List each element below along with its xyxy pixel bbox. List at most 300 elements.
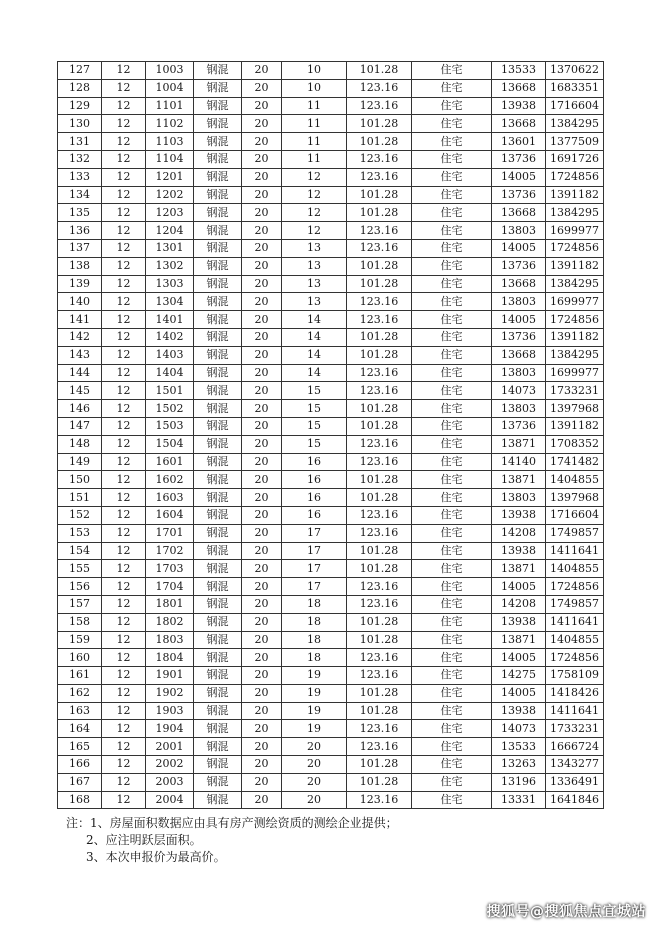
table-row xyxy=(58,702,604,720)
cell-structure: 钢混 xyxy=(194,471,242,489)
cell-room: 1304 xyxy=(146,293,194,311)
table-body xyxy=(58,62,604,809)
cell-seq: 127 xyxy=(58,62,102,80)
cell-floor: 20 xyxy=(282,738,347,756)
cell-area: 101.28 xyxy=(347,684,412,702)
cell-floors: 20 xyxy=(242,453,282,471)
cell-floors: 20 xyxy=(242,257,282,275)
cell-total-price: 1749857 xyxy=(546,524,604,542)
cell-seq: 148 xyxy=(58,435,102,453)
cell-room: 2003 xyxy=(146,773,194,791)
cell-floors: 20 xyxy=(242,382,282,400)
cell-total-price: 1411641 xyxy=(546,542,604,560)
cell-structure: 钢混 xyxy=(194,417,242,435)
cell-room: 1102 xyxy=(146,115,194,133)
cell-unit-price: 13533 xyxy=(492,738,546,756)
cell-seq: 131 xyxy=(58,133,102,151)
cell-building: 12 xyxy=(102,293,146,311)
table-row xyxy=(58,115,604,133)
cell-floors: 20 xyxy=(242,239,282,257)
cell-area: 123.16 xyxy=(347,364,412,382)
cell-structure: 钢混 xyxy=(194,435,242,453)
cell-floor: 14 xyxy=(282,328,347,346)
cell-building: 12 xyxy=(102,524,146,542)
cell-building: 12 xyxy=(102,257,146,275)
cell-building: 12 xyxy=(102,578,146,596)
cell-building: 12 xyxy=(102,649,146,667)
table-row xyxy=(58,150,604,168)
cell-floors: 20 xyxy=(242,204,282,222)
cell-use: 住宅 xyxy=(412,62,492,80)
cell-building: 12 xyxy=(102,435,146,453)
cell-total-price: 1724856 xyxy=(546,578,604,596)
cell-structure: 钢混 xyxy=(194,613,242,631)
table-row xyxy=(58,239,604,257)
cell-floor: 12 xyxy=(282,186,347,204)
cell-seq: 164 xyxy=(58,720,102,738)
table-row xyxy=(58,97,604,115)
cell-structure: 钢混 xyxy=(194,62,242,80)
table-row xyxy=(58,186,604,204)
cell-structure: 钢混 xyxy=(194,684,242,702)
cell-unit-price: 13331 xyxy=(492,791,546,809)
cell-floors: 20 xyxy=(242,435,282,453)
cell-seq: 162 xyxy=(58,684,102,702)
cell-floors: 20 xyxy=(242,400,282,418)
cell-unit-price: 13736 xyxy=(492,257,546,275)
cell-room: 1404 xyxy=(146,364,194,382)
cell-floor: 10 xyxy=(282,62,347,80)
cell-structure: 钢混 xyxy=(194,631,242,649)
cell-unit-price: 14208 xyxy=(492,524,546,542)
table-row xyxy=(58,435,604,453)
table-row xyxy=(58,595,604,613)
cell-building: 12 xyxy=(102,275,146,293)
table-row xyxy=(58,311,604,329)
cell-area: 101.28 xyxy=(347,773,412,791)
cell-unit-price: 13736 xyxy=(492,417,546,435)
cell-building: 12 xyxy=(102,168,146,186)
cell-use: 住宅 xyxy=(412,257,492,275)
cell-room: 1501 xyxy=(146,382,194,400)
cell-total-price: 1641846 xyxy=(546,791,604,809)
cell-floor: 12 xyxy=(282,204,347,222)
cell-floors: 20 xyxy=(242,756,282,774)
cell-unit-price: 13871 xyxy=(492,471,546,489)
cell-seq: 161 xyxy=(58,667,102,685)
cell-total-price: 1724856 xyxy=(546,239,604,257)
cell-area: 123.16 xyxy=(347,168,412,186)
cell-use: 住宅 xyxy=(412,186,492,204)
table-row xyxy=(58,524,604,542)
cell-structure: 钢混 xyxy=(194,364,242,382)
cell-area: 123.16 xyxy=(347,293,412,311)
cell-seq: 145 xyxy=(58,382,102,400)
cell-seq: 137 xyxy=(58,239,102,257)
cell-structure: 钢混 xyxy=(194,186,242,204)
cell-area: 101.28 xyxy=(347,471,412,489)
cell-use: 住宅 xyxy=(412,275,492,293)
cell-floors: 20 xyxy=(242,631,282,649)
cell-room: 1703 xyxy=(146,560,194,578)
cell-floor: 18 xyxy=(282,595,347,613)
cell-structure: 钢混 xyxy=(194,382,242,400)
table-row xyxy=(58,649,604,667)
cell-room: 1203 xyxy=(146,204,194,222)
cell-use: 住宅 xyxy=(412,702,492,720)
cell-use: 住宅 xyxy=(412,417,492,435)
cell-room: 1903 xyxy=(146,702,194,720)
cell-floors: 20 xyxy=(242,79,282,97)
cell-use: 住宅 xyxy=(412,560,492,578)
cell-room: 1303 xyxy=(146,275,194,293)
cell-building: 12 xyxy=(102,738,146,756)
cell-room: 1701 xyxy=(146,524,194,542)
cell-area: 101.28 xyxy=(347,489,412,507)
cell-building: 12 xyxy=(102,756,146,774)
cell-use: 住宅 xyxy=(412,667,492,685)
cell-floors: 20 xyxy=(242,489,282,507)
cell-total-price: 1397968 xyxy=(546,400,604,418)
cell-area: 123.16 xyxy=(347,738,412,756)
cell-seq: 151 xyxy=(58,489,102,507)
note-line-2: 2、应注明跃层面积。 xyxy=(86,833,202,847)
cell-structure: 钢混 xyxy=(194,204,242,222)
cell-use: 住宅 xyxy=(412,453,492,471)
cell-seq: 160 xyxy=(58,649,102,667)
cell-unit-price: 13263 xyxy=(492,756,546,774)
cell-use: 住宅 xyxy=(412,773,492,791)
cell-seq: 156 xyxy=(58,578,102,596)
cell-use: 住宅 xyxy=(412,168,492,186)
cell-floor: 20 xyxy=(282,756,347,774)
cell-floors: 20 xyxy=(242,578,282,596)
cell-use: 住宅 xyxy=(412,756,492,774)
cell-seq: 166 xyxy=(58,756,102,774)
cell-use: 住宅 xyxy=(412,293,492,311)
cell-unit-price: 13668 xyxy=(492,115,546,133)
cell-room: 1901 xyxy=(146,667,194,685)
cell-floor: 19 xyxy=(282,720,347,738)
cell-floor: 15 xyxy=(282,382,347,400)
cell-building: 12 xyxy=(102,204,146,222)
cell-structure: 钢混 xyxy=(194,649,242,667)
cell-structure: 钢混 xyxy=(194,97,242,115)
cell-use: 住宅 xyxy=(412,115,492,133)
table-row xyxy=(58,417,604,435)
cell-total-price: 1384295 xyxy=(546,115,604,133)
cell-room: 1302 xyxy=(146,257,194,275)
cell-area: 101.28 xyxy=(347,417,412,435)
cell-floors: 20 xyxy=(242,649,282,667)
cell-floor: 11 xyxy=(282,115,347,133)
cell-building: 12 xyxy=(102,791,146,809)
cell-building: 12 xyxy=(102,328,146,346)
cell-use: 住宅 xyxy=(412,720,492,738)
cell-seq: 150 xyxy=(58,471,102,489)
cell-total-price: 1716604 xyxy=(546,97,604,115)
cell-floor: 17 xyxy=(282,560,347,578)
cell-use: 住宅 xyxy=(412,328,492,346)
table-row xyxy=(58,578,604,596)
cell-seq: 153 xyxy=(58,524,102,542)
cell-seq: 167 xyxy=(58,773,102,791)
cell-total-price: 1724856 xyxy=(546,311,604,329)
cell-structure: 钢混 xyxy=(194,702,242,720)
cell-unit-price: 13736 xyxy=(492,328,546,346)
cell-floors: 20 xyxy=(242,186,282,204)
cell-structure: 钢混 xyxy=(194,115,242,133)
note-line-3: 3、本次申报价为最高价。 xyxy=(86,850,226,864)
cell-use: 住宅 xyxy=(412,311,492,329)
cell-floor: 17 xyxy=(282,542,347,560)
cell-building: 12 xyxy=(102,613,146,631)
cell-area: 101.28 xyxy=(347,542,412,560)
cell-room: 1803 xyxy=(146,631,194,649)
cell-building: 12 xyxy=(102,239,146,257)
cell-use: 住宅 xyxy=(412,738,492,756)
cell-use: 住宅 xyxy=(412,364,492,382)
cell-structure: 钢混 xyxy=(194,133,242,151)
cell-building: 12 xyxy=(102,382,146,400)
cell-area: 101.28 xyxy=(347,756,412,774)
cell-use: 住宅 xyxy=(412,471,492,489)
cell-structure: 钢混 xyxy=(194,756,242,774)
cell-unit-price: 14005 xyxy=(492,239,546,257)
cell-room: 2004 xyxy=(146,791,194,809)
watermark: 搜狐号@搜狐焦点宜城站 xyxy=(486,904,646,920)
cell-area: 123.16 xyxy=(347,79,412,97)
cell-seq: 157 xyxy=(58,595,102,613)
cell-structure: 钢混 xyxy=(194,239,242,257)
cell-unit-price: 14073 xyxy=(492,720,546,738)
cell-unit-price: 13668 xyxy=(492,204,546,222)
cell-floors: 20 xyxy=(242,560,282,578)
cell-room: 1601 xyxy=(146,453,194,471)
cell-seq: 143 xyxy=(58,346,102,364)
cell-area: 101.28 xyxy=(347,631,412,649)
cell-use: 住宅 xyxy=(412,631,492,649)
cell-total-price: 1699977 xyxy=(546,222,604,240)
table-row xyxy=(58,204,604,222)
cell-total-price: 1391182 xyxy=(546,328,604,346)
cell-total-price: 1404855 xyxy=(546,471,604,489)
cell-building: 12 xyxy=(102,222,146,240)
cell-total-price: 1733231 xyxy=(546,382,604,400)
cell-total-price: 1391182 xyxy=(546,257,604,275)
cell-room: 1702 xyxy=(146,542,194,560)
cell-floors: 20 xyxy=(242,293,282,311)
cell-total-price: 1733231 xyxy=(546,720,604,738)
cell-floors: 20 xyxy=(242,791,282,809)
cell-floor: 20 xyxy=(282,773,347,791)
cell-floors: 20 xyxy=(242,222,282,240)
cell-floor: 17 xyxy=(282,524,347,542)
cell-floor: 19 xyxy=(282,667,347,685)
cell-building: 12 xyxy=(102,684,146,702)
cell-area: 101.28 xyxy=(347,613,412,631)
cell-room: 1904 xyxy=(146,720,194,738)
cell-floor: 14 xyxy=(282,364,347,382)
cell-structure: 钢混 xyxy=(194,168,242,186)
table-row xyxy=(58,168,604,186)
cell-room: 1104 xyxy=(146,150,194,168)
cell-floors: 20 xyxy=(242,364,282,382)
cell-room: 1402 xyxy=(146,328,194,346)
cell-building: 12 xyxy=(102,364,146,382)
cell-area: 101.28 xyxy=(347,115,412,133)
table-row xyxy=(58,631,604,649)
cell-structure: 钢混 xyxy=(194,293,242,311)
table-row xyxy=(58,79,604,97)
cell-structure: 钢混 xyxy=(194,578,242,596)
cell-use: 住宅 xyxy=(412,382,492,400)
cell-floors: 20 xyxy=(242,97,282,115)
cell-total-price: 1384295 xyxy=(546,346,604,364)
cell-unit-price: 13668 xyxy=(492,275,546,293)
cell-unit-price: 13938 xyxy=(492,506,546,524)
cell-building: 12 xyxy=(102,471,146,489)
table-row xyxy=(58,293,604,311)
cell-seq: 154 xyxy=(58,542,102,560)
table-row xyxy=(58,720,604,738)
cell-use: 住宅 xyxy=(412,578,492,596)
cell-area: 101.28 xyxy=(347,186,412,204)
cell-area: 123.16 xyxy=(347,649,412,667)
cell-floor: 11 xyxy=(282,150,347,168)
cell-seq: 136 xyxy=(58,222,102,240)
cell-seq: 133 xyxy=(58,168,102,186)
cell-room: 1004 xyxy=(146,79,194,97)
cell-room: 1503 xyxy=(146,417,194,435)
cell-total-price: 1724856 xyxy=(546,649,604,667)
cell-area: 101.28 xyxy=(347,275,412,293)
cell-structure: 钢混 xyxy=(194,524,242,542)
cell-area: 101.28 xyxy=(347,133,412,151)
table-row xyxy=(58,773,604,791)
cell-total-price: 1397968 xyxy=(546,489,604,507)
cell-use: 住宅 xyxy=(412,649,492,667)
cell-structure: 钢混 xyxy=(194,720,242,738)
cell-floor: 13 xyxy=(282,275,347,293)
cell-structure: 钢混 xyxy=(194,311,242,329)
cell-total-price: 1749857 xyxy=(546,595,604,613)
cell-unit-price: 14275 xyxy=(492,667,546,685)
cell-unit-price: 14005 xyxy=(492,168,546,186)
cell-area: 123.16 xyxy=(347,524,412,542)
table-row xyxy=(58,489,604,507)
cell-floors: 20 xyxy=(242,524,282,542)
cell-building: 12 xyxy=(102,489,146,507)
cell-structure: 钢混 xyxy=(194,791,242,809)
cell-building: 12 xyxy=(102,115,146,133)
table-row xyxy=(58,275,604,293)
cell-use: 住宅 xyxy=(412,133,492,151)
cell-use: 住宅 xyxy=(412,435,492,453)
cell-room: 1602 xyxy=(146,471,194,489)
cell-area: 101.28 xyxy=(347,702,412,720)
cell-floor: 10 xyxy=(282,79,347,97)
cell-area: 123.16 xyxy=(347,595,412,613)
cell-total-price: 1724856 xyxy=(546,168,604,186)
cell-room: 1504 xyxy=(146,435,194,453)
cell-area: 123.16 xyxy=(347,435,412,453)
price-table xyxy=(57,61,604,809)
cell-room: 1204 xyxy=(146,222,194,240)
cell-use: 住宅 xyxy=(412,613,492,631)
cell-unit-price: 13803 xyxy=(492,400,546,418)
table-row xyxy=(58,560,604,578)
table-row xyxy=(58,328,604,346)
cell-floor: 13 xyxy=(282,257,347,275)
cell-total-price: 1391182 xyxy=(546,417,604,435)
cell-floors: 20 xyxy=(242,346,282,364)
cell-structure: 钢混 xyxy=(194,542,242,560)
cell-seq: 129 xyxy=(58,97,102,115)
cell-unit-price: 14005 xyxy=(492,649,546,667)
cell-building: 12 xyxy=(102,186,146,204)
cell-unit-price: 14208 xyxy=(492,595,546,613)
cell-area: 101.28 xyxy=(347,204,412,222)
cell-area: 123.16 xyxy=(347,578,412,596)
cell-unit-price: 13803 xyxy=(492,489,546,507)
cell-area: 123.16 xyxy=(347,97,412,115)
cell-structure: 钢混 xyxy=(194,773,242,791)
cell-building: 12 xyxy=(102,79,146,97)
cell-seq: 155 xyxy=(58,560,102,578)
cell-total-price: 1370622 xyxy=(546,62,604,80)
cell-total-price: 1741482 xyxy=(546,453,604,471)
cell-total-price: 1411641 xyxy=(546,613,604,631)
cell-floors: 20 xyxy=(242,275,282,293)
cell-unit-price: 14005 xyxy=(492,578,546,596)
table-row xyxy=(58,257,604,275)
cell-room: 1902 xyxy=(146,684,194,702)
cell-room: 1502 xyxy=(146,400,194,418)
cell-floor: 13 xyxy=(282,239,347,257)
cell-floors: 20 xyxy=(242,506,282,524)
cell-room: 1704 xyxy=(146,578,194,596)
cell-floors: 20 xyxy=(242,115,282,133)
cell-building: 12 xyxy=(102,97,146,115)
cell-floors: 20 xyxy=(242,542,282,560)
cell-unit-price: 14073 xyxy=(492,382,546,400)
cell-area: 123.16 xyxy=(347,791,412,809)
cell-structure: 钢混 xyxy=(194,257,242,275)
cell-use: 住宅 xyxy=(412,79,492,97)
cell-room: 1801 xyxy=(146,595,194,613)
cell-seq: 159 xyxy=(58,631,102,649)
cell-total-price: 1384295 xyxy=(546,204,604,222)
cell-seq: 144 xyxy=(58,364,102,382)
cell-structure: 钢混 xyxy=(194,453,242,471)
table-row xyxy=(58,667,604,685)
cell-seq: 140 xyxy=(58,293,102,311)
cell-structure: 钢混 xyxy=(194,489,242,507)
cell-structure: 钢混 xyxy=(194,400,242,418)
cell-unit-price: 13871 xyxy=(492,560,546,578)
cell-building: 12 xyxy=(102,346,146,364)
cell-use: 住宅 xyxy=(412,791,492,809)
cell-building: 12 xyxy=(102,560,146,578)
cell-unit-price: 13736 xyxy=(492,150,546,168)
cell-structure: 钢混 xyxy=(194,506,242,524)
cell-floors: 20 xyxy=(242,738,282,756)
cell-total-price: 1683351 xyxy=(546,79,604,97)
table-row xyxy=(58,506,604,524)
cell-room: 1804 xyxy=(146,649,194,667)
cell-floor: 12 xyxy=(282,222,347,240)
